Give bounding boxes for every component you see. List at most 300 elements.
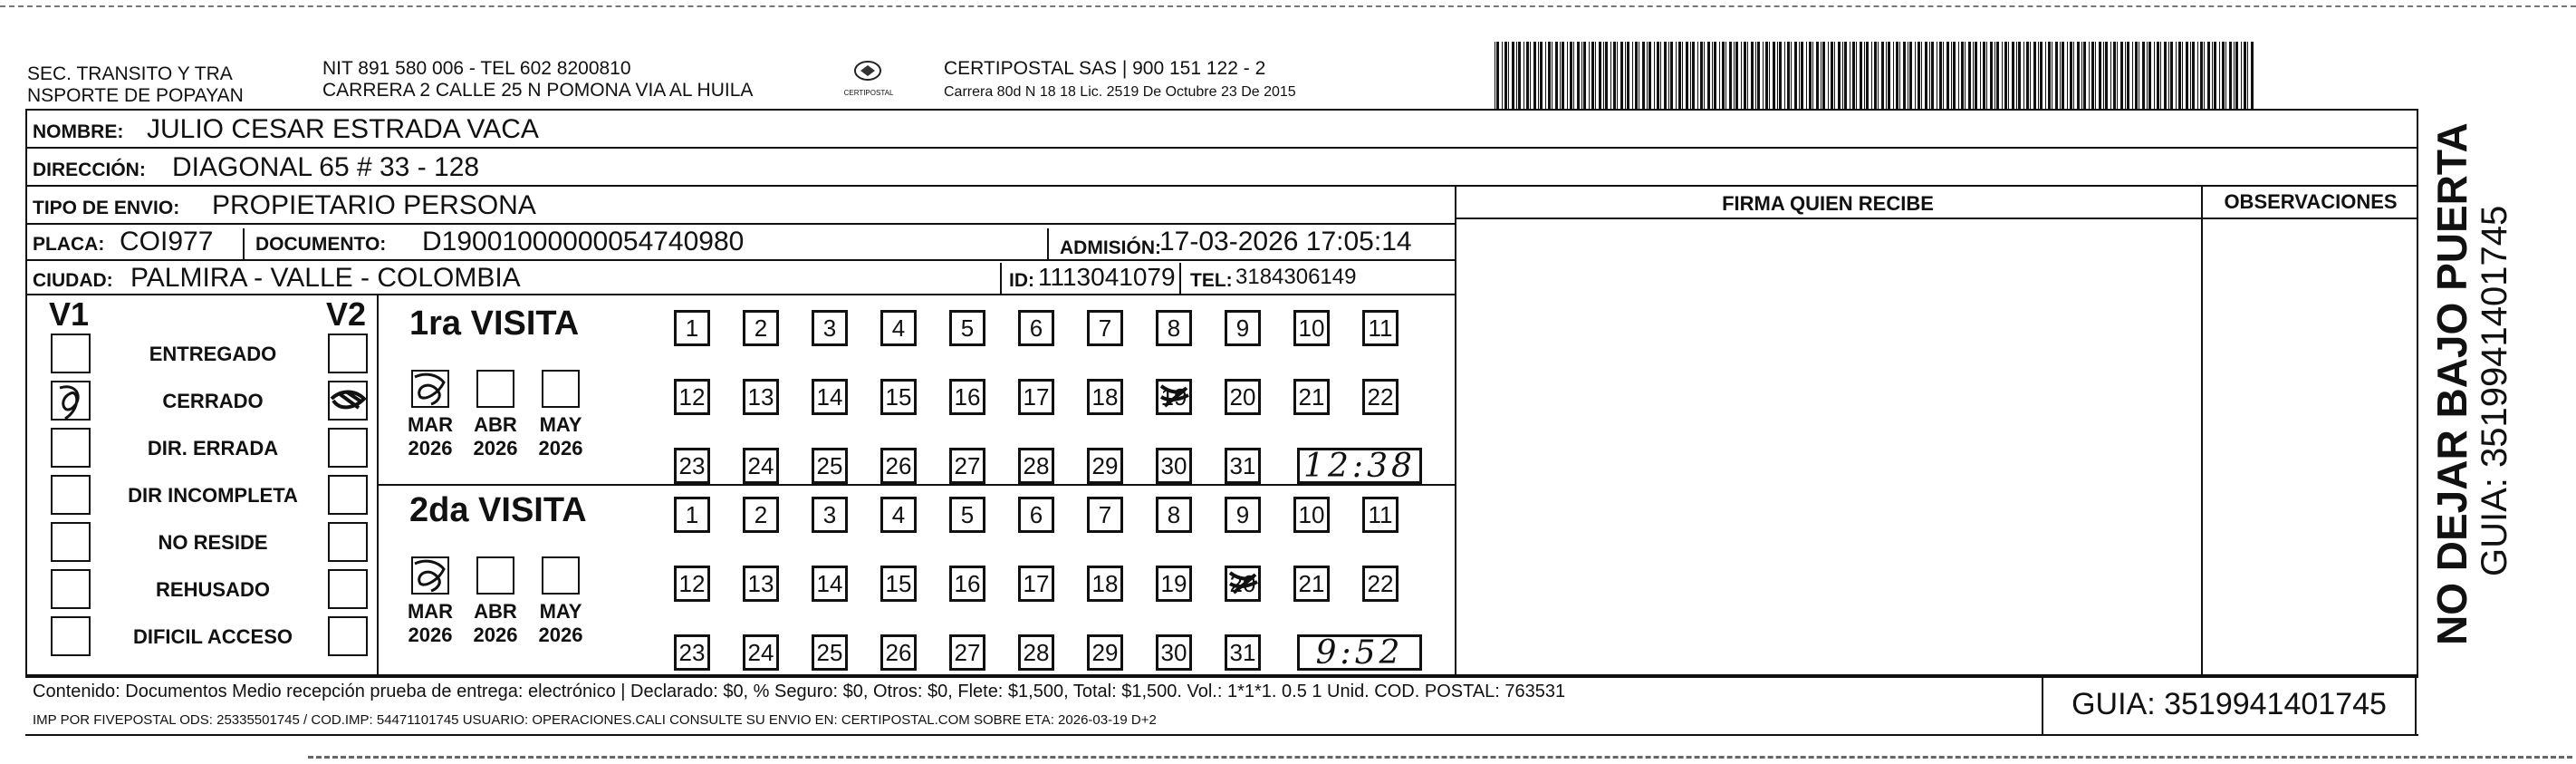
barcode-bar: [1538, 42, 1539, 109]
barcode-bar: [1707, 42, 1710, 109]
day-box[interactable]: [1225, 448, 1261, 484]
barcode-bar: [1581, 42, 1582, 109]
barcode-bar: [1864, 42, 1865, 109]
barcode-bar: [1838, 42, 1841, 109]
barcode-bar: [2170, 42, 2173, 109]
day-box[interactable]: [743, 379, 779, 415]
day-number: 8: [1167, 500, 1181, 528]
day-number: 4: [891, 500, 906, 528]
barcode-bar: [1806, 42, 1807, 109]
handwritten-time-box[interactable]: [1297, 448, 1422, 484]
barcode-bar: [1773, 42, 1775, 109]
barcode-bar: [2067, 42, 2068, 109]
barcode-bar: [2070, 42, 2072, 109]
day-box[interactable]: [949, 634, 985, 671]
barcode-bar: [1654, 42, 1655, 109]
barcode-bar: [1899, 42, 1900, 109]
barcode-bar: [1888, 42, 1890, 109]
status-label: DIFICIL ACCESO: [132, 625, 293, 648]
side-guia: GUIA: 3519941401745: [2475, 205, 2514, 576]
footer-guia-box: [2042, 678, 2417, 734]
barcode-bar: [1915, 42, 1916, 109]
barcode-bar: [1953, 42, 1956, 109]
day-box[interactable]: [1362, 566, 1399, 602]
day-box[interactable]: [1087, 566, 1123, 602]
day-box[interactable]: [1156, 379, 1192, 415]
barcode-bar: [1834, 42, 1835, 109]
v1-checkbox[interactable]: [51, 475, 91, 515]
day-box[interactable]: [743, 634, 779, 671]
handwritten-mark: [1156, 379, 1192, 415]
day-number: 28: [1023, 638, 1050, 666]
barcode-bar: [1518, 42, 1521, 109]
barcode-bar: [1794, 42, 1797, 109]
nombre-value: JULIO CESAR ESTRADA VACA: [147, 114, 539, 144]
v1-checkbox[interactable]: [51, 428, 91, 468]
barcode-bar: [2234, 42, 2235, 109]
day-box[interactable]: [743, 566, 779, 602]
barcode-bar: [2200, 42, 2203, 109]
day-number: 14: [816, 382, 843, 411]
month-year: 2026: [408, 437, 453, 459]
day-box[interactable]: [1362, 497, 1399, 533]
barcode-bar: [1523, 42, 1524, 109]
handwritten-time: 12:38: [1303, 447, 1416, 485]
barcode-bar: [2178, 42, 2181, 109]
barcode-bar: [1545, 42, 1546, 109]
month-label: [403, 600, 457, 647]
barcode-bar: [1878, 42, 1879, 109]
barcode-bar: [1860, 42, 1862, 109]
day-number: 9: [1235, 500, 1250, 528]
barcode-bar: [1852, 42, 1855, 109]
day-box[interactable]: [674, 310, 710, 346]
barcode-bar: [1729, 42, 1732, 109]
day-box[interactable]: [880, 634, 917, 671]
barcode-bar: [1504, 42, 1507, 109]
visit-divider: [377, 484, 1455, 486]
day-box[interactable]: [880, 379, 917, 415]
barcode-bar: [2214, 42, 2216, 109]
barcode-bar: [2241, 42, 2242, 109]
barcode-bar: [1627, 42, 1629, 109]
barcode-bar: [2225, 42, 2226, 109]
month-name: ABR: [474, 600, 517, 623]
day-number: 13: [747, 382, 774, 411]
barcode-bar: [1871, 42, 1872, 109]
barcode-bar: [1983, 42, 1985, 109]
barcode-bar: [1725, 42, 1726, 109]
footer-line-2: IMP POR FIVEPOSTAL ODS: 25335501745 / COD.IMP: 54471101745 USUARIO: OPERACIONES.CALI CONSULTE SU ENVIO EN: CERTIPOSTAL.COM SOBRE ETA: 2026-03-19 D+2: [33, 712, 1157, 728]
day-box[interactable]: [1087, 379, 1123, 415]
day-box[interactable]: [1087, 448, 1123, 484]
day-box[interactable]: [1225, 497, 1261, 533]
day-box[interactable]: [1018, 566, 1054, 602]
carrier-info: [944, 58, 1296, 102]
barcode-bar: [1787, 42, 1790, 109]
day-box[interactable]: [880, 497, 917, 533]
barcode-bar: [1555, 42, 1558, 109]
barcode-bar: [1886, 42, 1887, 109]
barcode-bar: [2055, 42, 2058, 109]
barcode-bar: [1925, 42, 1927, 109]
day-box[interactable]: [1018, 379, 1054, 415]
tipo-value: PROPIETARIO PERSONA: [212, 190, 536, 220]
logo-text: CERTIPOSTAL: [843, 89, 894, 97]
tel-value: 3184306149: [1235, 265, 1357, 289]
barcode-bar: [1996, 42, 1999, 109]
visit-title: 2da VISITA: [409, 491, 587, 529]
day-box[interactable]: [812, 497, 848, 533]
barcode-bar: [2105, 42, 2108, 109]
barcode-bar: [2219, 42, 2220, 109]
day-number: 27: [954, 451, 981, 479]
day-box[interactable]: [812, 448, 848, 484]
row-ciudad: [27, 263, 1455, 295]
day-box[interactable]: [674, 379, 710, 415]
day-box[interactable]: [1087, 497, 1123, 533]
day-number: 25: [816, 451, 843, 479]
barcode-bar: [1958, 42, 1959, 109]
day-box[interactable]: [812, 634, 848, 671]
barcode-bar: [1801, 42, 1803, 109]
month-name: MAR: [407, 600, 454, 623]
barcode-bar: [2073, 42, 2074, 109]
footer-bottom-line: [25, 734, 2418, 736]
barcode-bar: [1676, 42, 1677, 109]
v1-checkbox[interactable]: [51, 334, 91, 373]
direccion-value: DIAGONAL 65 # 33 - 128: [172, 152, 480, 182]
day-box[interactable]: [1018, 448, 1054, 484]
day-box[interactable]: [1293, 497, 1330, 533]
barcode-bar: [1921, 42, 1922, 109]
day-box[interactable]: [880, 310, 917, 346]
barcode-bar: [1700, 42, 1703, 109]
day-box[interactable]: [812, 379, 848, 415]
month-checkbox[interactable]: [476, 370, 514, 408]
handwritten-mark: [51, 381, 91, 421]
barcode-bar: [2222, 42, 2225, 109]
barcode-bar: [2018, 42, 2021, 109]
barcode-bar: [1668, 42, 1669, 109]
day-number: 23: [678, 638, 706, 666]
handwritten-mark: [411, 370, 449, 408]
carrier-line-2: Carrera 80d N 18 18 Lic. 2519 De Octubre 23 De 2015: [944, 84, 1296, 100]
day-box[interactable]: [674, 566, 710, 602]
day-box[interactable]: [1156, 310, 1192, 346]
barcode-bar: [1642, 42, 1645, 109]
barcode-bar: [1540, 42, 1543, 109]
row-direccion: [27, 150, 2417, 187]
barcode-bar: [1697, 42, 1698, 109]
day-box[interactable]: [1225, 634, 1261, 671]
ciudad-label: CIUDAD:: [33, 270, 113, 291]
handwritten-time-box[interactable]: [1297, 634, 1422, 671]
v1-checkbox[interactable]: [51, 381, 91, 421]
month-label: [403, 413, 457, 460]
day-box[interactable]: [812, 310, 848, 346]
barcode-bar: [1799, 42, 1800, 109]
barcode-bar: [1570, 42, 1572, 109]
month-year: 2026: [473, 624, 518, 646]
barcode-bar: [1567, 42, 1568, 109]
day-number: 31: [1229, 451, 1256, 479]
day-box[interactable]: [949, 497, 985, 533]
barcode-bar: [1909, 42, 1912, 109]
day-box[interactable]: [949, 379, 985, 415]
barcode-bar: [2089, 42, 2090, 109]
day-box[interactable]: [1225, 310, 1261, 346]
tel-label: TEL:: [1190, 270, 1233, 291]
nombre-label: NOMBRE:: [33, 121, 124, 142]
barcode-bar: [1973, 42, 1974, 109]
barcode-bar: [1670, 42, 1673, 109]
day-box[interactable]: [1018, 310, 1054, 346]
barcode-bar: [1975, 42, 1977, 109]
carrier-line-1: CERTIPOSTAL SAS | 900 151 122 - 2: [944, 58, 1266, 79]
barcode-bar: [2004, 42, 2007, 109]
month-checkbox[interactable]: [476, 556, 514, 595]
barcode-bar: [1784, 42, 1785, 109]
day-number: 12: [678, 569, 706, 597]
sender-line-1: SEC. TRANSITO Y TRA: [27, 63, 233, 84]
day-box[interactable]: [1225, 379, 1261, 415]
status-label: NO RESIDE: [158, 531, 268, 554]
barcode-bar: [2197, 42, 2198, 109]
barcode-bar: [1648, 42, 1651, 109]
status-label: CERRADO: [162, 390, 264, 412]
day-box[interactable]: [674, 497, 710, 533]
barcode-bar: [1844, 42, 1847, 109]
barcode-bar: [1603, 42, 1604, 109]
barcode-bar: [1931, 42, 1934, 109]
status-label: DIR INCOMPLETA: [128, 484, 298, 507]
day-number: 18: [1091, 569, 1119, 597]
day-number: 26: [885, 638, 912, 666]
bottom-cut-line: [308, 756, 2572, 759]
barcode-bar: [1918, 42, 1920, 109]
barcode-bar: [1822, 42, 1825, 109]
right-panel-header-line: [1455, 218, 2418, 219]
day-box[interactable]: [1156, 634, 1192, 671]
barcode-bar: [2060, 42, 2061, 109]
day-number: 16: [954, 382, 981, 411]
day-number: 18: [1091, 382, 1119, 411]
day-number: 5: [960, 314, 975, 342]
barcode: [1495, 42, 2255, 109]
v1-checkbox[interactable]: [51, 569, 91, 609]
day-box[interactable]: [1156, 566, 1192, 602]
barcode-bar: [1625, 42, 1626, 109]
day-box[interactable]: [812, 566, 848, 602]
barcode-bar: [2002, 42, 2003, 109]
barcode-bar: [1657, 42, 1659, 109]
day-box[interactable]: [1362, 310, 1399, 346]
month-checkbox[interactable]: [411, 370, 449, 408]
v1-label: V1: [49, 295, 90, 333]
barcode-bar: [1965, 42, 1966, 109]
day-number: 27: [954, 638, 981, 666]
day-number: 29: [1091, 451, 1119, 479]
day-box[interactable]: [1018, 497, 1054, 533]
barcode-bar: [2142, 42, 2145, 109]
barcode-bar: [1560, 42, 1561, 109]
barcode-bar: [1526, 42, 1529, 109]
barcode-bar: [2127, 42, 2129, 109]
day-box[interactable]: [1225, 566, 1261, 602]
barcode-bar: [2182, 42, 2183, 109]
month-checkbox[interactable]: [542, 556, 580, 595]
day-box[interactable]: [949, 310, 985, 346]
day-number: 19: [1160, 569, 1187, 597]
day-box[interactable]: [1362, 379, 1399, 415]
barcode-bar: [2235, 42, 2238, 109]
day-box[interactable]: [1293, 566, 1330, 602]
barcode-bar: [1866, 42, 1869, 109]
day-number: 19: [1160, 382, 1187, 411]
day-box[interactable]: [743, 448, 779, 484]
barcode-bar: [2016, 42, 2017, 109]
day-number: 10: [1298, 314, 1325, 342]
day-box[interactable]: [743, 497, 779, 533]
barcode-bar: [1777, 42, 1778, 109]
barcode-bar: [1712, 42, 1713, 109]
day-number: 3: [822, 314, 837, 342]
day-number: 31: [1229, 638, 1256, 666]
barcode-bar: [1757, 42, 1760, 109]
barcode-bar: [2030, 42, 2031, 109]
barcode-bar: [1589, 42, 1590, 109]
day-number: 6: [1029, 500, 1043, 528]
barcode-bar: [1660, 42, 1661, 109]
barcode-bar: [1816, 42, 1819, 109]
side-warning: NO DEJAR BAJO PUERTA: [2428, 122, 2475, 645]
tipo-label: TIPO DE ENVIO:: [33, 198, 180, 218]
month-label: [468, 413, 523, 460]
day-box[interactable]: [949, 448, 985, 484]
day-box[interactable]: [880, 448, 917, 484]
barcode-bar: [1722, 42, 1725, 109]
barcode-bar: [1533, 42, 1536, 109]
day-number: 7: [1098, 500, 1112, 528]
sender-line-2: NSPORTE DE POPAYAN: [27, 85, 244, 106]
barcode-bar: [2192, 42, 2195, 109]
barcode-bar: [1751, 42, 1754, 109]
barcode-bar: [2110, 42, 2111, 109]
day-box[interactable]: [1087, 310, 1123, 346]
documento-value: D19001000000054740980: [422, 227, 745, 256]
month-year: 2026: [538, 437, 583, 459]
barcode-bar: [2147, 42, 2148, 109]
firma-label: FIRMA QUIEN RECIBE: [1722, 192, 1934, 215]
row-nombre: [27, 112, 2417, 149]
barcode-bar: [1741, 42, 1742, 109]
barcode-bar: [1874, 42, 1877, 109]
month-name: MAY: [539, 413, 582, 436]
barcode-bar: [1664, 42, 1667, 109]
barcode-bar: [2164, 42, 2167, 109]
day-box[interactable]: [743, 310, 779, 346]
day-number: 11: [1368, 314, 1393, 342]
observaciones-label: OBSERVACIONES: [2224, 190, 2398, 213]
direccion-label: DIRECCIÓN:: [33, 160, 146, 180]
day-box[interactable]: [1156, 497, 1192, 533]
sender-contact: [322, 58, 753, 102]
day-number: 24: [747, 451, 774, 479]
v1-checkbox[interactable]: [51, 616, 91, 656]
barcode-bar: [2132, 42, 2133, 109]
handwritten-mark: [411, 556, 449, 595]
firma-divider: [1455, 187, 1456, 676]
barcode-bar: [2125, 42, 2126, 109]
day-number: 15: [885, 569, 912, 597]
month-label: [468, 600, 523, 647]
barcode-bar: [2062, 42, 2064, 109]
barcode-bar: [2026, 42, 2029, 109]
barcode-bar: [2154, 42, 2155, 109]
barcode-bar: [2160, 42, 2161, 109]
barcode-bar: [2190, 42, 2191, 109]
barcode-bar: [1779, 42, 1782, 109]
barcode-bar: [1939, 42, 1942, 109]
barcode-bar: [1583, 42, 1586, 109]
day-number: 23: [678, 451, 706, 479]
day-box[interactable]: [674, 448, 710, 484]
month-label: [533, 600, 588, 647]
barcode-bar: [2148, 42, 2151, 109]
barcode-bar: [1548, 42, 1551, 109]
barcode-bar: [2081, 42, 2082, 109]
barcode-bar: [2012, 42, 2014, 109]
barcode-bar: [1617, 42, 1618, 109]
day-box[interactable]: [1293, 310, 1330, 346]
barcode-bar: [1929, 42, 1930, 109]
month-checkbox[interactable]: [542, 370, 580, 408]
day-number: 15: [885, 382, 912, 411]
ciudad-value: PALMIRA - VALLE - COLOMBIA: [130, 263, 521, 293]
day-box[interactable]: [949, 566, 985, 602]
barcode-bar: [1951, 42, 1952, 109]
day-number: 8: [1167, 314, 1181, 342]
status-label: ENTREGADO: [149, 343, 277, 365]
month-checkbox[interactable]: [411, 556, 449, 595]
v1-checkbox[interactable]: [51, 522, 91, 562]
day-number: 30: [1160, 451, 1187, 479]
day-number: 2: [754, 314, 768, 342]
day-box[interactable]: [674, 634, 710, 671]
day-number: 28: [1023, 451, 1050, 479]
handwritten-mark: [1225, 566, 1261, 602]
day-number: 30: [1160, 638, 1187, 666]
barcode-bar: [2176, 42, 2177, 109]
barcode-bar: [1496, 42, 1499, 109]
day-box[interactable]: [1293, 379, 1330, 415]
row-tipo: [27, 189, 1455, 225]
placa-value: COI977: [120, 227, 214, 256]
day-number: 9: [1235, 314, 1250, 342]
footer-line-1: Contenido: Documentos Medio recepción prueba de entrega: electrónico | Declarado: $0, % Seguro: $0, Otros: $0, Flete: $1,500, Total: $1,500. Vol.: 1*1*1. 0.5 1 Unid. COD. POSTAL: 763531: [33, 682, 1566, 701]
day-box[interactable]: [1156, 448, 1192, 484]
barcode-bar: [2135, 42, 2138, 109]
status-divider: [377, 295, 379, 676]
day-box[interactable]: [1087, 634, 1123, 671]
day-box[interactable]: [880, 566, 917, 602]
barcode-bar: [2077, 42, 2080, 109]
day-number: 20: [1229, 382, 1256, 411]
barcode-bar: [1704, 42, 1705, 109]
barcode-bar: [1595, 42, 1596, 109]
day-box[interactable]: [1018, 634, 1054, 671]
